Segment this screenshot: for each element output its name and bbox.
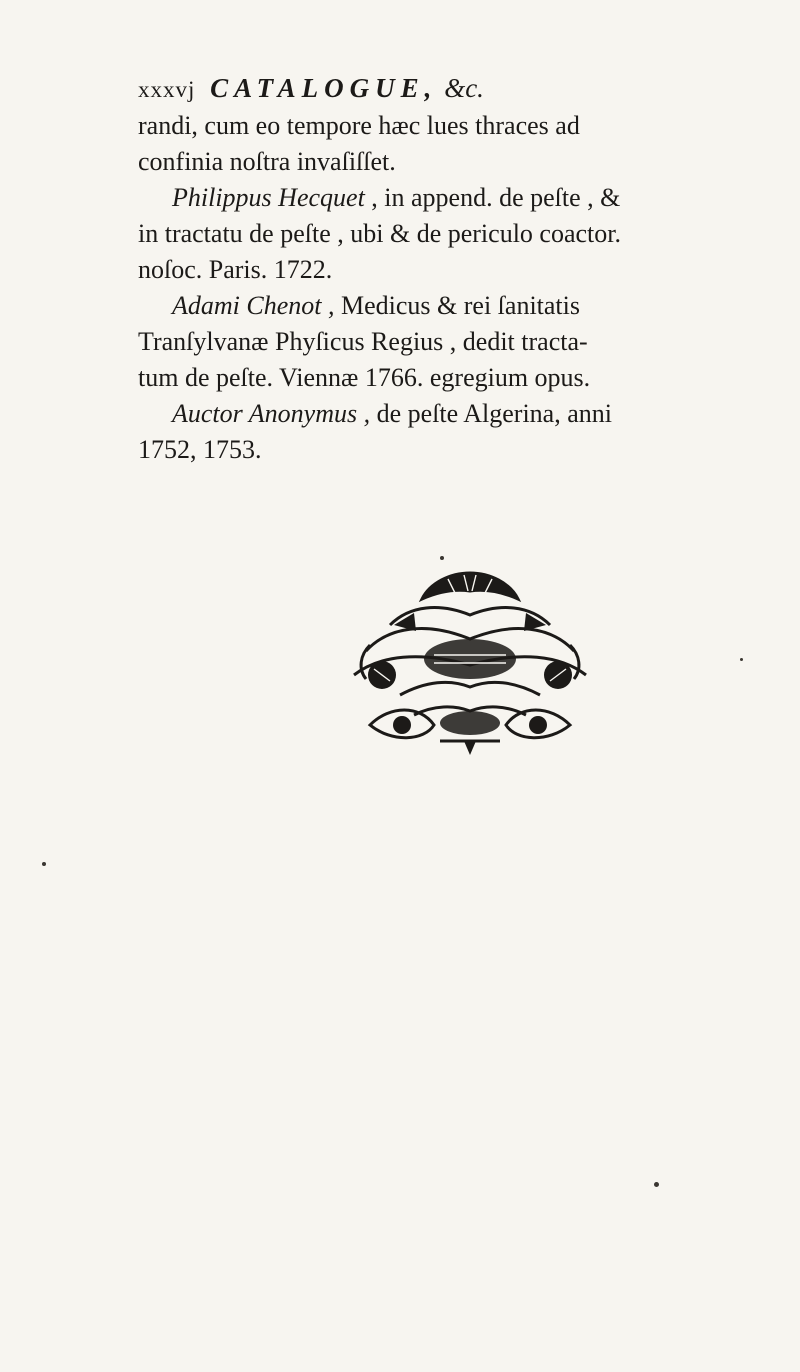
catalogue-entry-anonymus [172, 396, 792, 432]
text-line: randi, cum eo tempore hæc lues thraces ad [138, 111, 580, 140]
text-line: noſoc. Paris. 1722. [138, 255, 333, 284]
print-speck [440, 556, 444, 560]
entry-author: Philippus Hecquet [172, 183, 365, 212]
entry-text: Medicus & rei ſanitatis [334, 291, 581, 320]
catalogue-entry-hecquet [172, 180, 792, 216]
print-speck [654, 1182, 659, 1187]
entry-author: Adami Chenot , [172, 291, 335, 320]
entry-text: , in append. de peſte , & [364, 183, 621, 212]
text-line: confinia noſtra invaſiſſet. [138, 147, 396, 176]
catalogue-entry-chenot [172, 288, 792, 324]
printers-ornament-icon [330, 555, 610, 765]
page-number: xxxvj [138, 77, 196, 102]
text-line: in tractatu de peſte , ubi & de periculo coactor. [138, 219, 621, 248]
text-line: Tranſylvanæ Phyſicus Regius , dedit tracta- [138, 327, 588, 356]
running-title-etc: &c. [444, 73, 484, 103]
entry-text: de peſte Algerina, anni [370, 399, 612, 428]
print-speck [740, 658, 743, 661]
running-title: CATALOGUE, [210, 73, 438, 103]
text-line: 1752, 1753. [138, 435, 262, 464]
entry-author: Auctor Anonymus , [172, 399, 371, 428]
text-line: tum de peſte. Viennæ 1766. egregium opus. [138, 363, 591, 392]
running-header [138, 68, 738, 108]
print-speck [42, 862, 46, 866]
